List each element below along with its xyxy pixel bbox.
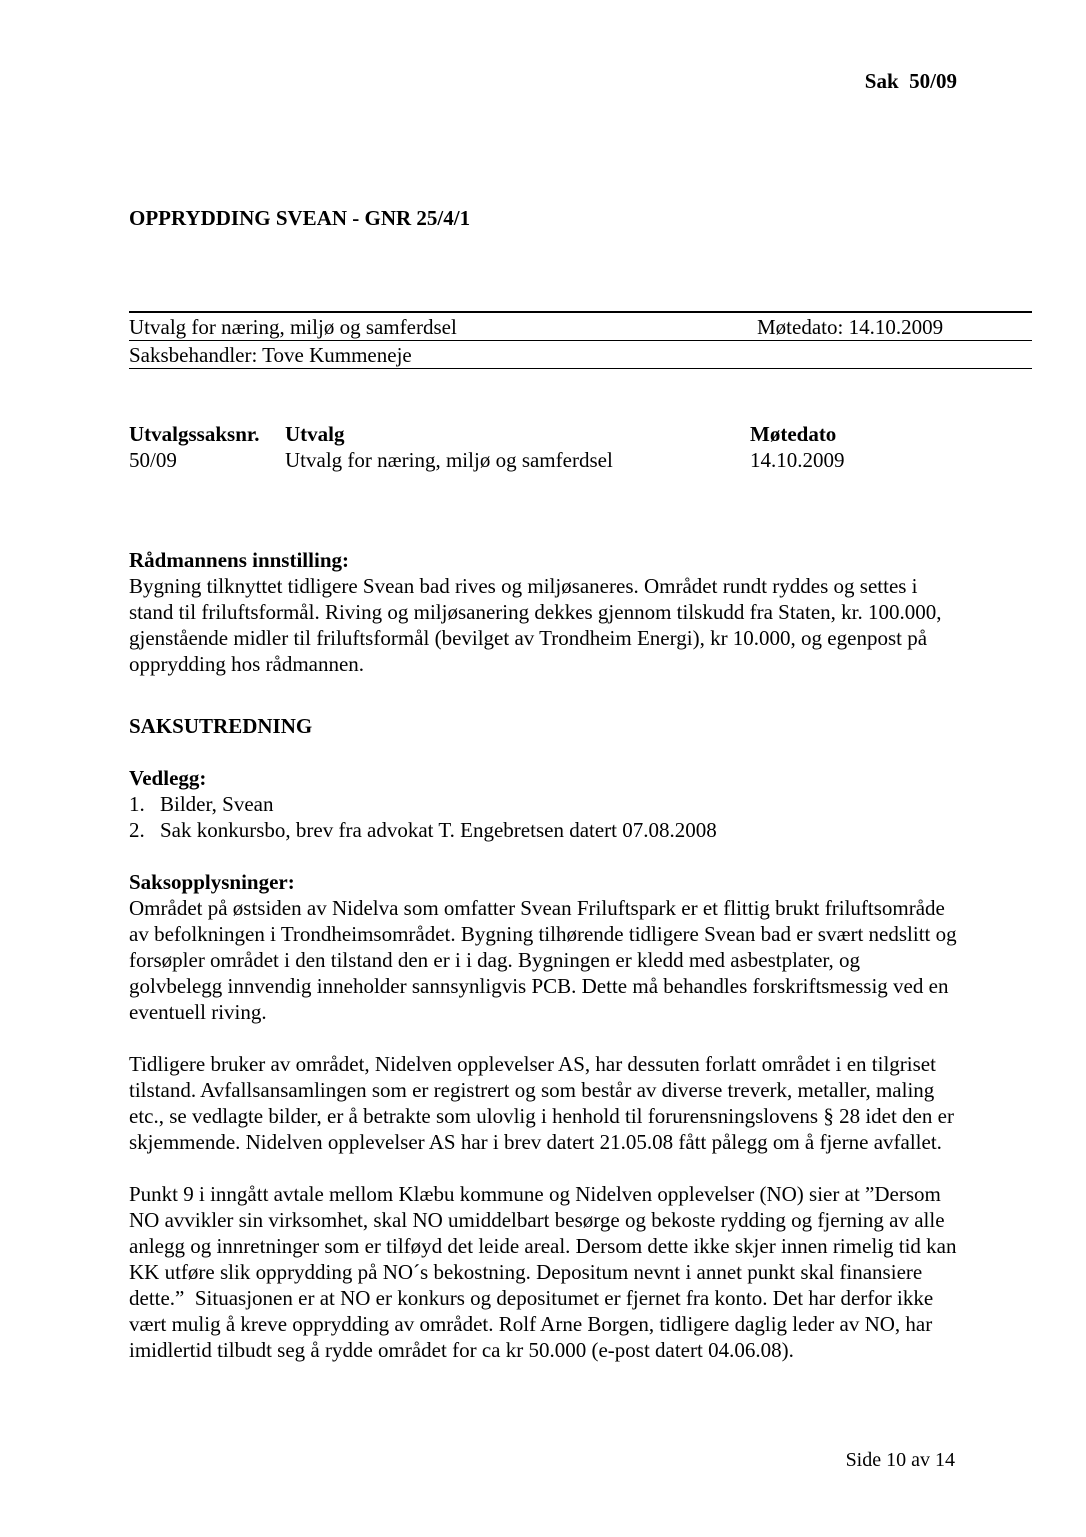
meta-table (129, 311, 1032, 369)
case-table-header-row (129, 421, 957, 447)
empty-cell (757, 342, 1032, 368)
recommendation-heading: Rådmannens innstilling: (129, 548, 349, 572)
table-row (129, 341, 1032, 369)
cell-date: 14.10.2009 (750, 448, 845, 472)
list-item-number: 1. (129, 792, 145, 816)
case-table-data-row (129, 447, 957, 473)
case-info-paragraph: Området på østsiden av Nidelva som omfatter Svean Friluftspark er et flittig brukt friluftsområde av befolkningen i Trondheimsområdet. Bygning tilhørende tidligere Svean bad er svært nedslitt og forsøpler området i den tilstand den er i i dag. Bygningen er kledd med asbestplater, og golvbelegg innvendig inneholder sannsynligvis PCB. Dette må behandles forskriftsmessig ved en eventuell riving. (129, 896, 962, 1024)
cell-case-number: 50/09 (129, 448, 177, 472)
page-number: Side 10 av 14 (845, 1449, 955, 1471)
document-title: OPPRYDDING SVEAN - GNR 25/4/1 (129, 206, 471, 230)
header-utvalg: Utvalg (285, 422, 345, 446)
list-item (129, 791, 957, 817)
list-item (129, 817, 957, 843)
header-utvalgssaksnr: Utvalgssaksnr. (129, 422, 260, 446)
attachments-list (129, 791, 957, 843)
committee-name: Utvalg for næring, miljø og samferdsel (129, 315, 457, 339)
case-table (129, 421, 957, 473)
list-item-number: 2. (129, 818, 145, 842)
table-row (129, 313, 1032, 341)
case-info-paragraph: Punkt 9 i inngått avtale mellom Klæbu kommune og Nidelven opplevelser (NO) sier at ”Dersom NO avvikler sin virksomhet, skal NO umiddelbart besørge og bekoste rydding og fjerning av alle anlegg og innretninger som er tilføyd det leide areal. Dersom dette ikke skjer innen rimelig tid kan KK utføre slik opprydding på NO´s bekostning. Depositum nevnt i annet punkt skal finansiere dette.” Situasjonen er at NO er konkurs og depositumet er fjernet fra konto. Det har derfor ikke vært mulig å kreve opprydding av området. Rolf Arne Borgen, tidligere daglig leder av NO, har imidlertid tilbudt seg å rydde området for ca kr 50.000 (e-post datert 04.06.08). (129, 1182, 962, 1362)
header-motedato: Møtedato (750, 422, 837, 446)
saksutredning-heading: SAKSUTREDNING (129, 714, 313, 738)
case-reference: Sak 50/09 (864, 69, 957, 93)
caseworker: Saksbehandler: Tove Kummeneje (129, 343, 412, 367)
case-info-heading: Saksopplysninger: (129, 870, 295, 894)
list-item-text: Bilder, Svean (160, 792, 274, 816)
attachments-heading: Vedlegg: (129, 766, 207, 790)
recommendation-body: Bygning tilknyttet tidligere Svean bad rives og miljøsaneres. Området rundt ryddes og settes i stand til friluftsformål. Riving og miljøsanering dekkes gjennom tilskudd fra Staten, kr. 100.000, gjenstående midler til friluftsformål (bevilget av Trondheim Energi), kr 10.000, og egenpost på opprydding hos rådmannen. (129, 574, 947, 676)
case-info-paragraph: Tidligere bruker av området, Nidelven opplevelser AS, har dessuten forlatt området i en tilgriset tilstand. Avfallsansamlingen som er registrert og som består av diverse treverk, metaller, maling etc., se vedlagte bilder, er å betrakte som ulovlig i henhold til forurensningslovens § 28 idet den er skjemmende. Nidelven opplevelser AS har i brev datert 21.05.08 fått pålegg om å fjerne avfallet. (129, 1052, 960, 1154)
cell-committee: Utvalg for næring, miljø og samferdsel (285, 448, 613, 472)
list-item-text: Sak konkursbo, brev fra advokat T. Engebretsen datert 07.08.2008 (160, 818, 717, 842)
meeting-date: Møtedato: 14.10.2009 (757, 315, 944, 339)
